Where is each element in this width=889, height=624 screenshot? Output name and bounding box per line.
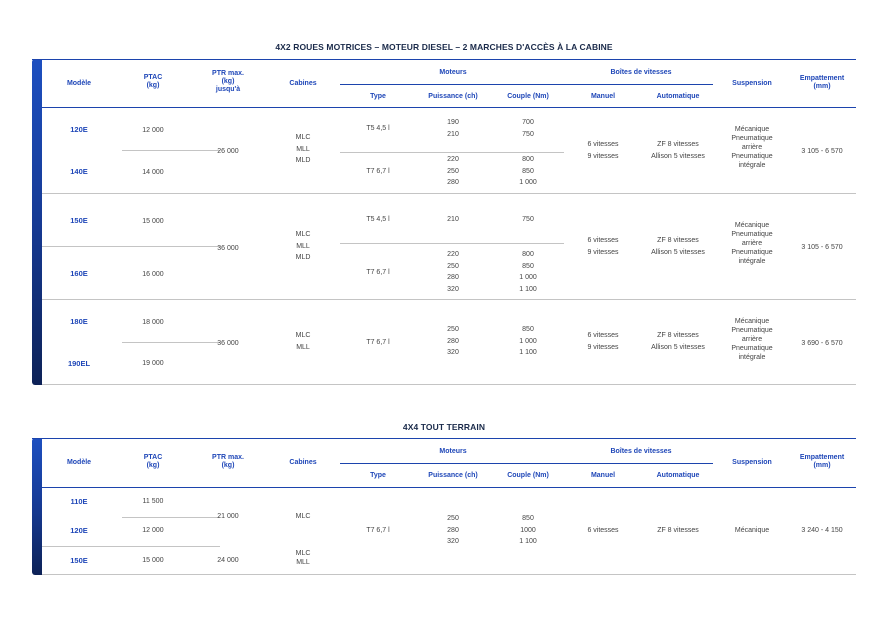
ptac-cell: 19 000 xyxy=(142,360,164,367)
engine-type-cell: T7 6,7 l xyxy=(366,168,390,175)
header-puissance: Puissance (ch) xyxy=(428,93,478,100)
header-cabines: Cabines xyxy=(289,459,317,466)
couple-cell: 800 850 1 000 1 100 xyxy=(519,251,537,293)
ptr-cell: 36 000 xyxy=(217,340,239,347)
model-cell: 160E xyxy=(70,269,88,278)
cabines-cell: MLC MLL MLD xyxy=(295,134,311,164)
ptr-cell: 26 000 xyxy=(217,148,239,155)
puissance-cell: 220 250 280 320 xyxy=(447,251,459,293)
header-puissance: Puissance (ch) xyxy=(428,472,478,479)
header-ptac: PTAC (kg) xyxy=(143,454,163,469)
couple-cell: 850 1 000 1 100 xyxy=(519,326,537,356)
ptac-cell: 12 000 xyxy=(142,527,164,534)
header-ptac: PTAC (kg) xyxy=(143,74,163,89)
header-cabines: Cabines xyxy=(289,80,317,87)
engine-type-cell: T7 6,7 l xyxy=(366,339,390,346)
table1-top-rule xyxy=(32,59,856,60)
model-cell: 140E xyxy=(70,167,88,176)
suspension-cell: Mécanique xyxy=(734,527,770,534)
header-modele: Modèle xyxy=(66,80,92,87)
engine-type-cell: T7 6,7 l xyxy=(366,269,390,276)
ptr-cell: 21 000 xyxy=(217,513,239,520)
puissance-cell: 220 250 280 xyxy=(447,156,459,186)
table2-title: 4X4 TOUT TERRAIN xyxy=(402,422,486,432)
header-empattement: Empattement (mm) xyxy=(799,75,845,90)
empattement-cell: 3 240 - 4 150 xyxy=(801,527,843,534)
table2 xyxy=(32,438,856,575)
engine-type-cell: T5 4,5 l xyxy=(366,125,390,132)
group-divider xyxy=(42,299,856,300)
automatique-cell: ZF 8 vitesses Allison 5 vitesses xyxy=(651,332,705,351)
puissance-cell: 250 280 320 xyxy=(447,326,459,356)
header-couple: Couple (Nm) xyxy=(507,472,549,479)
row-divider xyxy=(340,243,564,244)
table1-bottom-rule xyxy=(42,384,856,385)
header-automatique: Automatique xyxy=(656,472,700,479)
table2-accent-band xyxy=(32,438,42,575)
cabines-cell: MLC xyxy=(295,513,311,520)
couple-cell: 750 xyxy=(522,216,534,223)
table1-title: 4X2 ROUES MOTRICES – MOTEUR DIESEL – 2 MARCHES D'ACCÈS À LA CABINE xyxy=(275,42,613,52)
ptac-cell: 15 000 xyxy=(142,557,164,564)
table1-accent-band xyxy=(32,59,42,385)
model-cell: 150E xyxy=(70,216,88,225)
ptac-cell: 16 000 xyxy=(142,271,164,278)
header-automatique: Automatique xyxy=(656,93,700,100)
table1 xyxy=(32,59,856,385)
couple-cell: 800 850 1 000 xyxy=(519,156,537,186)
empattement-cell: 3 105 - 6 570 xyxy=(801,148,843,155)
table1-subheader-rule xyxy=(340,84,713,85)
empattement-cell: 3 690 - 6 570 xyxy=(801,340,843,347)
header-type: Type xyxy=(370,93,386,100)
model-cell: 150E xyxy=(70,556,88,565)
suspension-cell: Mécanique Pneumatique arrière Pneumatique intégrale xyxy=(731,222,773,265)
automatique-cell: ZF 8 vitesses xyxy=(657,527,699,534)
manuel-cell: 6 vitesses 9 vitesses xyxy=(587,332,619,351)
model-cell: 190EL xyxy=(67,359,91,368)
puissance-cell: 250 280 320 xyxy=(447,515,459,545)
header-empattement: Empattement (mm) xyxy=(799,454,845,469)
engine-type-cell: T5 4,5 l xyxy=(366,216,390,223)
table2-subheader-rule xyxy=(340,463,713,464)
row-divider xyxy=(122,342,220,343)
header-type: Type xyxy=(370,472,386,479)
header-moteurs: Moteurs xyxy=(439,448,467,455)
model-cell: 120E xyxy=(70,125,88,134)
ptac-cell: 18 000 xyxy=(142,319,164,326)
header-manuel: Manuel xyxy=(590,93,616,100)
cabines-cell: MLC MLL MLD xyxy=(295,231,311,261)
engine-type-cell: T7 6,7 l xyxy=(366,527,390,534)
ptac-cell: 12 000 xyxy=(142,127,164,134)
row-divider xyxy=(340,152,564,153)
row-divider xyxy=(122,517,220,518)
cabines-cell: MLC MLL xyxy=(295,550,311,566)
table1-header-rule xyxy=(42,107,856,108)
automatique-cell: ZF 8 vitesses Allison 5 vitesses xyxy=(651,237,705,256)
row-divider xyxy=(42,246,220,247)
header-ptr: PTR max. (kg) xyxy=(212,454,244,469)
suspension-cell: Mécanique Pneumatique arrière Pneumatique intégrale xyxy=(731,318,773,361)
suspension-cell: Mécanique Pneumatique arrière Pneumatique intégrale xyxy=(731,126,773,169)
ptr-cell: 24 000 xyxy=(217,557,239,564)
model-cell: 120E xyxy=(70,526,88,535)
manuel-cell: 6 vitesses 9 vitesses xyxy=(587,141,619,160)
table2-top-rule xyxy=(32,438,856,439)
header-suspension: Suspension xyxy=(732,80,772,87)
table2-header-rule xyxy=(42,487,856,488)
couple-cell: 850 1000 1 100 xyxy=(519,515,537,545)
group-divider xyxy=(42,193,856,194)
automatique-cell: ZF 8 vitesses Allison 5 vitesses xyxy=(651,141,705,160)
header-couple: Couple (Nm) xyxy=(507,93,549,100)
ptac-cell: 15 000 xyxy=(142,218,164,225)
empattement-cell: 3 105 - 6 570 xyxy=(801,244,843,251)
header-suspension: Suspension xyxy=(732,459,772,466)
manuel-cell: 6 vitesses xyxy=(587,527,619,534)
manuel-cell: 6 vitesses 9 vitesses xyxy=(587,237,619,256)
couple-cell: 700 750 xyxy=(522,119,534,138)
row-divider xyxy=(122,150,220,151)
header-moteurs: Moteurs xyxy=(439,69,467,76)
header-ptr: PTR max. (kg) jusqu'à xyxy=(212,70,244,93)
puissance-cell: 210 xyxy=(447,216,459,223)
header-modele: Modèle xyxy=(66,459,92,466)
ptr-cell: 36 000 xyxy=(217,245,239,252)
puissance-cell: 190 210 xyxy=(447,119,459,138)
cabines-cell: MLC MLL xyxy=(295,332,311,351)
model-cell: 180E xyxy=(70,317,88,326)
ptac-cell: 11 500 xyxy=(142,498,164,505)
header-manuel: Manuel xyxy=(590,472,616,479)
ptac-cell: 14 000 xyxy=(142,169,164,176)
header-boites: Boîtes de vitesses xyxy=(610,69,672,76)
header-boites: Boîtes de vitesses xyxy=(610,448,672,455)
row-divider xyxy=(42,546,220,547)
table2-bottom-rule xyxy=(42,574,856,575)
model-cell: 110E xyxy=(70,497,88,506)
